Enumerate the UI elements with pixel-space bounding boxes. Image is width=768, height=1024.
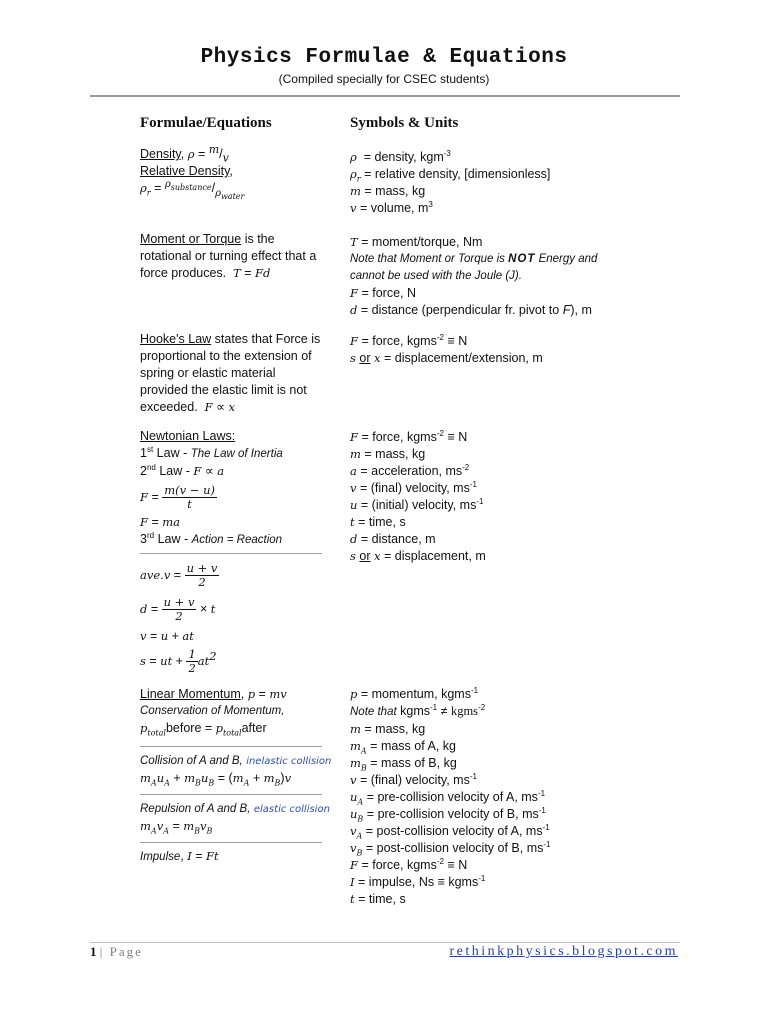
hooke-label: Hooke's Law: [140, 332, 212, 346]
page-subtitle: (Compiled specially for CSEC students): [278, 72, 490, 86]
hooke-formula-block: Hooke's Law states that Force is proportional to the extension of spring or elastic material provided the elastic limit is not exceeded. F ∝ x: [140, 332, 321, 414]
page-title: Physics Formulae & Equations: [200, 46, 568, 69]
column-heading-formulae: Formulae/Equations: [140, 115, 272, 131]
moment-symbols-block: T = moment/torque, Nm Note that Moment or Torque is NOT Energy and cannot be used with the Joule (J). F = force, N d = distance (perpendicular fr. pivot to F), m: [350, 235, 598, 317]
column-heading-symbols: Symbols & Units: [350, 115, 459, 131]
handwritten-note: elastic collision: [253, 804, 330, 815]
impulse-formula-block: Impulse, I = Ft: [140, 849, 219, 863]
kinematics-formula-block: ave.v = $\frac{u + v}{2}$ d = $\frac{u + v}{2}$ × t v = u + at s = ut + $\frac{1}{2}$ $at^2$: [140, 561, 218, 676]
momentum-formula-block: Linear Momentum, p = mv Conservation of Momentum, $p_{total}before$ = $p_{total}after$: [140, 687, 287, 738]
density-label: Density: [140, 147, 181, 161]
moment-formula-block: Moment or Torque is the rotational or turning effect that a force produces. T = Fd: [140, 232, 317, 280]
header-divider: [90, 95, 680, 97]
newton-symbols-block: F = force, kgms$^{-2}$ ≡ N m = mass, kg a = acceleration, $ms^{-2}$ v = (final) velocity, $ms^{-1}$ u = (initial) velocity, $ms^{-1}$ t = time, s d = distance, m s or x = displacement, m: [350, 428, 486, 563]
relative-density-label: Relative Density: [140, 164, 230, 178]
footer-divider: [90, 942, 680, 943]
density-symbols-block: ρ = density, kgm$^{-3}$ $\rho_r$ = relative density, [dimensionless] m = mass, kg v = volume, $m^3$: [350, 148, 551, 215]
section-divider: [140, 794, 322, 795]
density-formula-block: Density, $\rho = ^m/_v$ Relative Density, $\rho_r = ^{\rho_{substance}}/_{\rho_{water}}$: [140, 142, 245, 201]
newton-label: Newtonian Laws:: [140, 429, 236, 443]
hooke-symbols-block: F = force, kgms$^{-2}$ ≡ N s or x = displacement/extension, m: [350, 332, 543, 365]
newton-formula-block: Newtonian Laws: 1st Law - The Law of Inertia 2nd Law - F ∝ a F = $\frac{m(v - u)}{t}$ F = ma 3rd Law - Action = Reaction: [140, 429, 283, 546]
section-divider: [140, 746, 322, 747]
moment-label: Moment or Torque: [140, 232, 242, 246]
section-divider: [140, 842, 322, 843]
momentum-symbols-block: p = momentum, kgms$^{-1}$ Note that kgms$^{-1}$ ≠ kgms$^{-2}$ m = mass, kg $m_A$ = mass of A, kg $m_B$ = mass of B, kg v = (final) velocity, $ms^{-1}$ $u_A$ = pre-collision velocity of A, $ms^{-1}$ $u_B$ = pre-collision velocity of B, $ms^{-1}$ $v_A$ = post-collision velocity of A, $ms^{-1}$ $v_B$ = post-collision velocity of B, $ms^{-1}$ F = force, kgms$^{-2}$ ≡ N I = impulse, Ns ≡ kgms$^{-1}$ t = time, s: [350, 685, 551, 906]
handwritten-note: inelastic collision: [246, 756, 332, 767]
momentum-label: Linear Momentum: [140, 687, 241, 701]
collision-formula-block: Collision of A and B, inelastic collision $m_Au_A + m_Bu_B = (m_A + m_B)v$: [140, 755, 332, 788]
repulsion-formula-block: Repulsion of A and B, elastic collision $m_Av_A = m_Bv_B$: [140, 803, 330, 836]
page-number: 1 | Page: [90, 944, 143, 959]
blog-link[interactable]: rethinkphysics.blogspot.com: [449, 944, 678, 959]
section-divider: [140, 553, 322, 554]
